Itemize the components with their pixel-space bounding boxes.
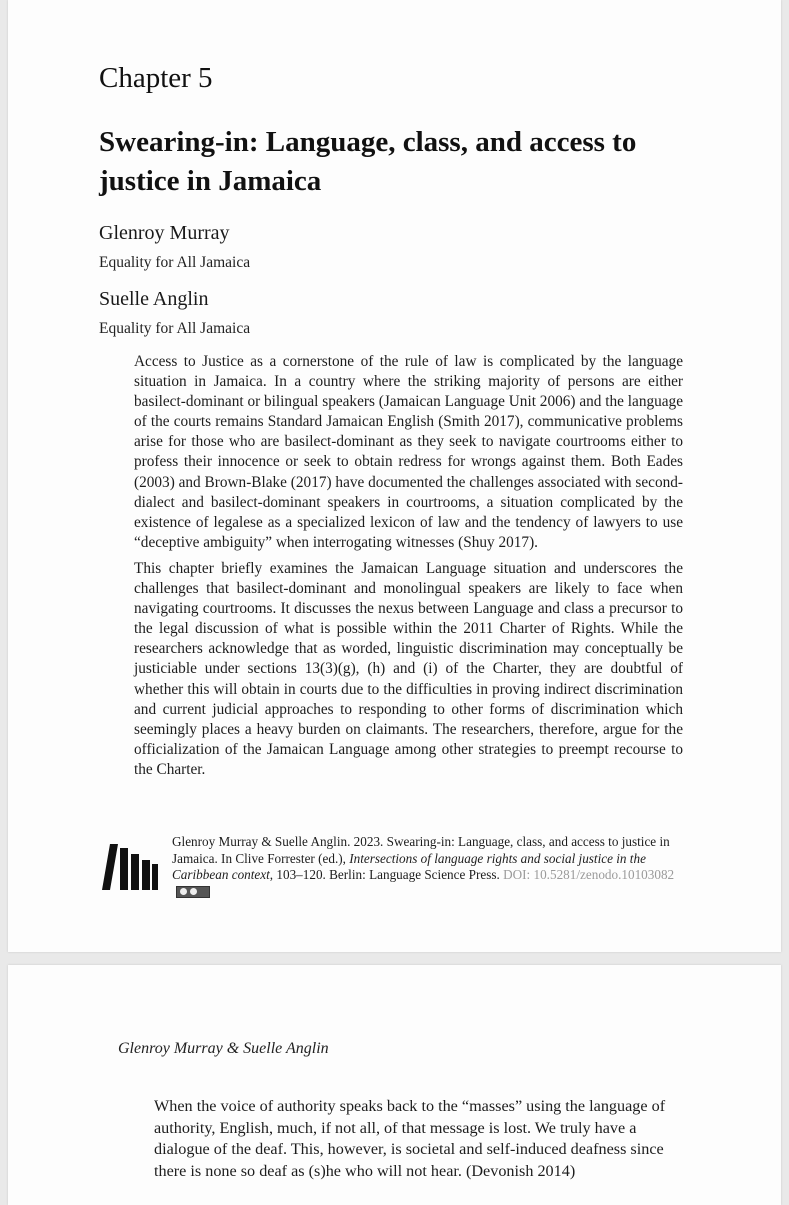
citation [172,834,687,900]
author-name-1: Glenroy Murray [99,222,230,244]
creative-commons-badge-icon [176,886,210,898]
chapter-label: Chapter 5 [99,62,213,94]
page-1 [8,0,781,952]
citation-pages: , 103–120. Berlin: Language Science Press. [269,867,500,882]
citation-book-title: Intersections of language rights and social justice in the Caribbean context [172,850,646,882]
abstract-paragraph-2: This chapter briefly examines the Jamaican Language situation and underscores the challenges that basilect-dominant and monolingual speakers are likely to face when navigating courtrooms. It discusses the nexus between Language and class a precursor to the legal discussion of what is possible within the 2011 Charter of Rights. While the researchers acknowledge that as worded, linguistic discrimination may conceptually be justiciable under sections 13(3)(g), (h) and (i) of the Charter, they are doubtful of whether this will obtain in courts due to the difficulties in proving indirect discrimination and current judicial approaches to responding to other forms of discrimination which seemingly places a heavy burden on claimants. The researchers, therefore, argue for the officialization of the Jamaican Language among other strategies to preempt recourse to the Charter. [134,559,683,778]
running-header: Glenroy Murray & Suelle Anglin [118,1040,329,1057]
author-affiliation-2: Equality for All Jamaica [99,320,251,337]
page-2 [8,965,781,1205]
language-science-press-logo-icon [102,844,158,890]
author-affiliation-1: Equality for All Jamaica [99,254,251,271]
citation-text: Glenroy Murray & Suelle Anglin. 2023. Swearing-in: Language, class, and access to justice in Jamaica. In Clive Forrester (ed.), [172,834,670,866]
abstract-paragraph-1: Access to Justice as a cornerstone of the rule of law is complicated by the language situation in Jamaica. In a country where the striking majority of persons are either basilect-dominant or bilingual speakers (Jamaican Language Unit 2006) and the language of the courts remains Standard Jamaican English (Smith 2017), communicative problems arise for those who are basilect-dominant as they seek to navigate courtrooms either to profess their innocence or seek to obtain redress for wrongs against them. Both Eades (2003) and Brown-Blake (2017) have documented the challenges associated with second-dialect and basilect-dominant speakers in courtrooms, a situation complicated by the existence of legalese as a specialized lexicon of law and the tendency of lawyers to use “deceptive ambiguity” when interrogating witnesses (Shuy 2017). [134,353,683,551]
epigraph: When the voice of authority speaks back to the “masses” using the language of authority, English, much, if not all, of that message is lost. We truly have a dialogue of the deaf. This, however, is societal and self-induced deafness since there is none so deaf as (s)he who will not hear. (Devonish 2014) [154,1097,666,1181]
author-name-2: Suelle Anglin [99,288,209,310]
chapter-title: Swearing-in: Language, class, and access to justice in Jamaica [99,126,637,197]
doi-link[interactable]: DOI: 10.5281/zenodo.10103082 [503,867,675,882]
abstract [134,352,683,786]
